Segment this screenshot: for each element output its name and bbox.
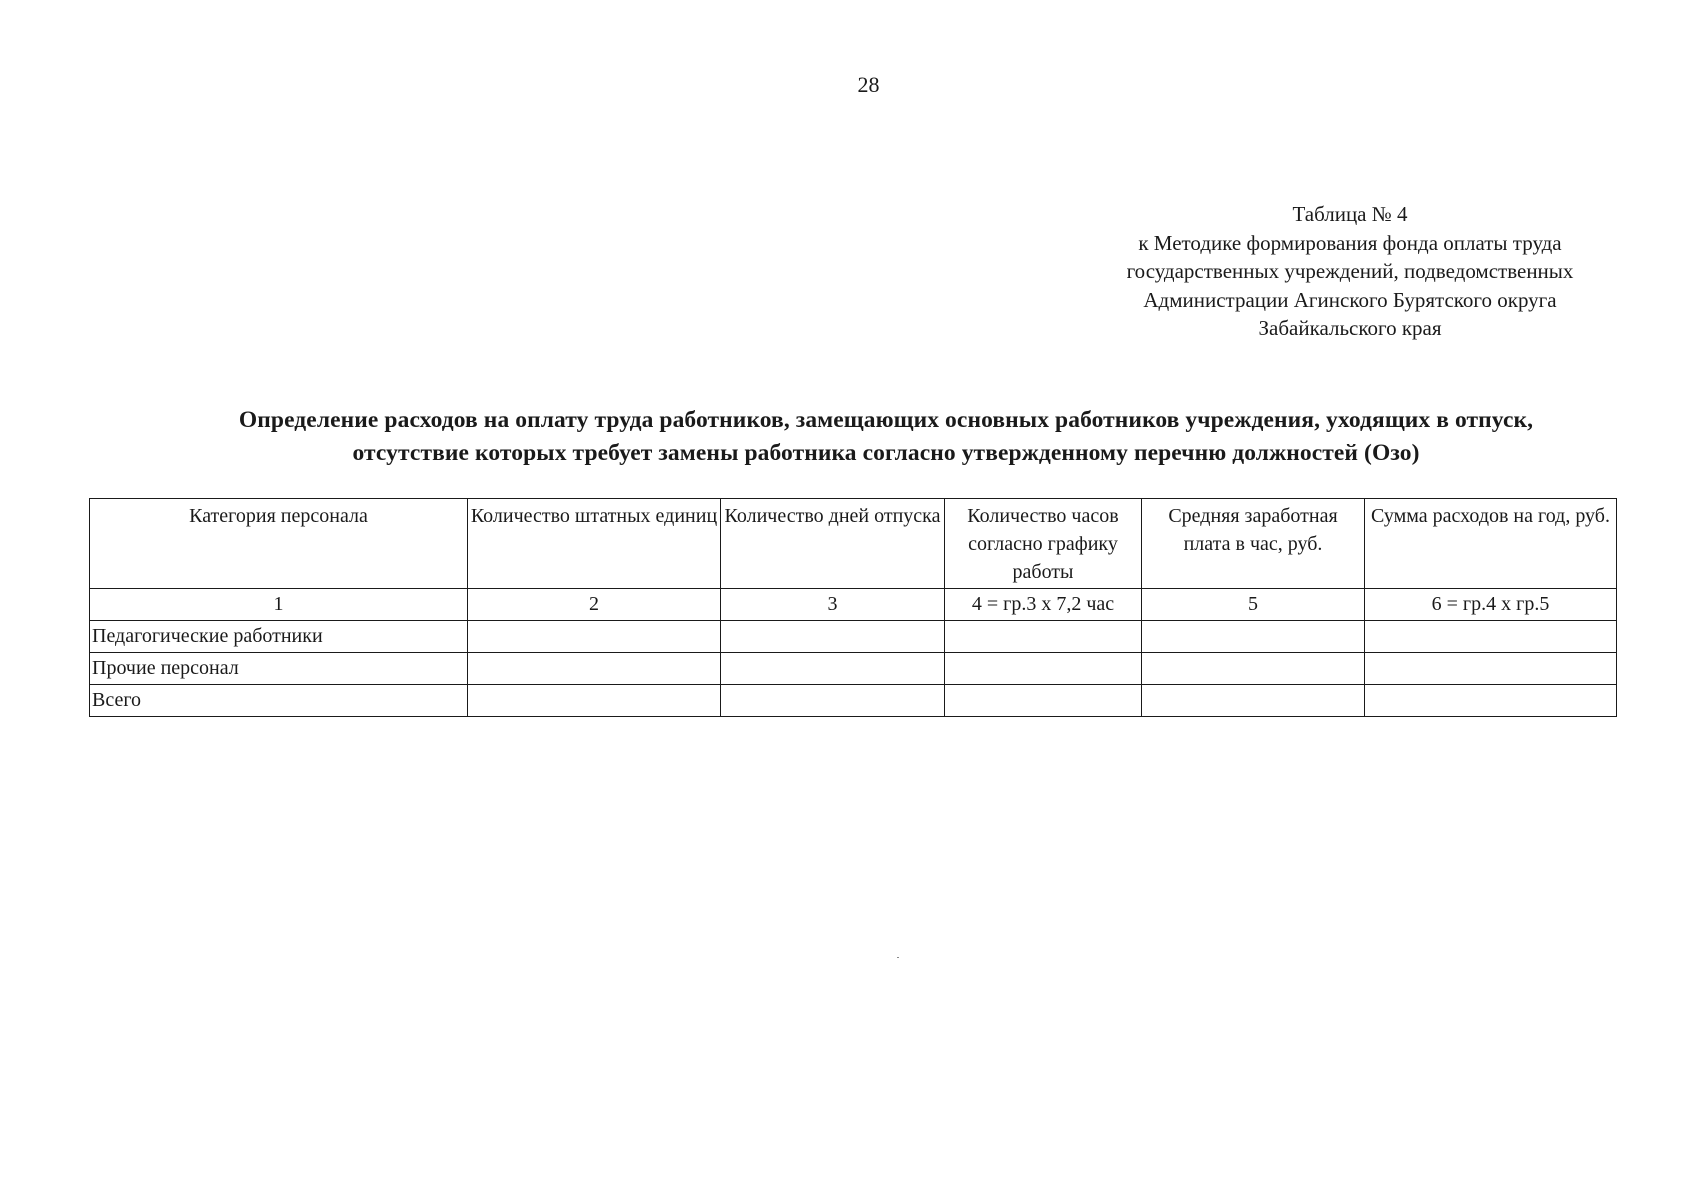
- column-number: 6 = гр.4 х гр.5: [1365, 589, 1617, 621]
- row-label: Педагогические работники: [90, 621, 468, 653]
- table-cell: [1142, 621, 1365, 653]
- table-cell: [721, 685, 945, 717]
- document-title: [60, 404, 1693, 470]
- table-cell: [945, 685, 1142, 717]
- table-cell: [1142, 685, 1365, 717]
- appendix-line-table-number: Таблица № 4: [1292, 202, 1408, 226]
- row-label: Всего: [90, 685, 468, 717]
- table-cell: [1365, 621, 1617, 653]
- appendix-line-administration: Администрации Агинского Бурятского округа: [1143, 287, 1557, 312]
- expense-table: [89, 498, 1617, 717]
- column-number: 5: [1142, 589, 1365, 621]
- row-label: Прочие персонал: [90, 653, 468, 685]
- table-cell: [721, 653, 945, 685]
- header-annual-expense: Сумма расходов на год, руб.: [1365, 499, 1617, 589]
- column-number: 3: [721, 589, 945, 621]
- table-cell: [721, 621, 945, 653]
- appendix-line-region: Забайкальского края: [1258, 316, 1442, 340]
- appendix-line-institutions: государственных учреждений, подведомственных: [1126, 259, 1574, 283]
- table-cell: [1365, 685, 1617, 717]
- column-number-row: [90, 589, 1617, 621]
- header-staff-units: Количество штатных единиц: [468, 499, 721, 589]
- header-staff-category: Категория персонала: [90, 499, 468, 589]
- column-number: 1: [90, 589, 468, 621]
- appendix-reference: [1070, 200, 1630, 343]
- document-title-line-2: отсутствие которых требует замены работника согласно утвержденному перечню должностей (Озо): [352, 440, 1420, 466]
- table-cell: [945, 653, 1142, 685]
- scan-speck: [897, 957, 899, 958]
- header-vacation-days: Количество дней отпуска: [721, 499, 945, 589]
- table-cell: [468, 653, 721, 685]
- table-cell: [1142, 653, 1365, 685]
- column-number: 2: [468, 589, 721, 621]
- table-row-total: [90, 685, 1617, 717]
- table-cell: [945, 621, 1142, 653]
- header-hourly-wage: Средняя заработная плата в час, руб.: [1142, 499, 1365, 589]
- table-cell: [468, 621, 721, 653]
- header-work-hours: Количество часов согласно графику работы: [945, 499, 1142, 589]
- table-row-pedagogical: [90, 621, 1617, 653]
- table-row-other-staff: [90, 653, 1617, 685]
- page-number: 28: [857, 72, 880, 97]
- column-number: 4 = гр.3 х 7,2 час: [945, 589, 1142, 621]
- table-cell: [468, 685, 721, 717]
- table-header-row: [90, 499, 1617, 589]
- document-title-line-1: Определение расходов на оплату труда работников, замещающих основных работников учреждения, уходящих в отпуск,: [238, 407, 1534, 433]
- table-cell: [1365, 653, 1617, 685]
- appendix-line-methodology: к Методике формирования фонда оплаты труда: [1138, 230, 1562, 255]
